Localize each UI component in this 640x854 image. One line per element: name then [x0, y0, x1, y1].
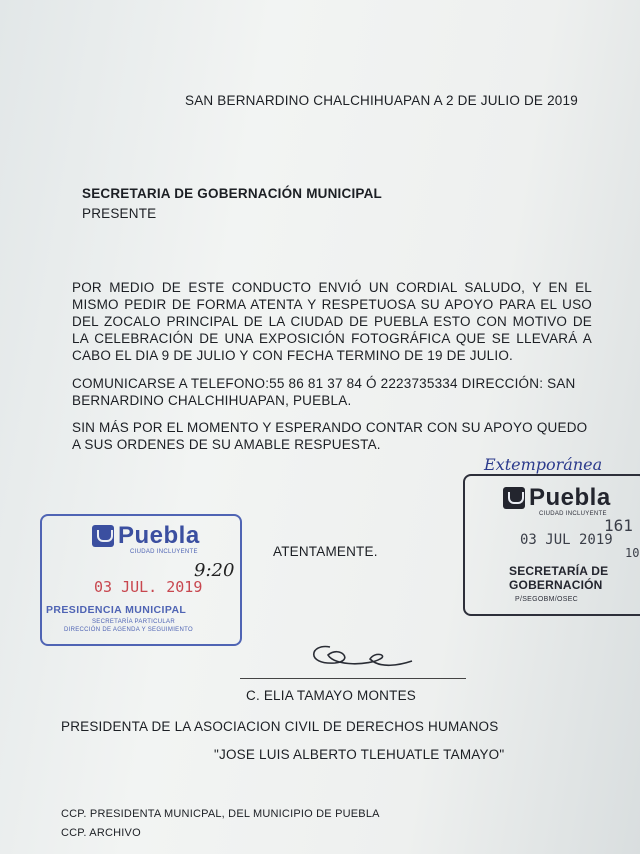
- stamp-right-brand: Puebla: [529, 484, 611, 511]
- paragraph-request: POR MEDIO DE ESTE CONDUCTO ENVIÓ UN CORDIAL SALUDO, Y EN EL MISMO PEDIR DE FORMA ATENTA Y RESPETUOSA SU APOYO PARA EL USO DEL ZOCALO PRINCIPAL DE LA CIUDAD DE PUEBLA ESTO CON MOTIVO DE LA CELEBRACIÓN DE UNA EXPOSICIÓN FOTOGRÁFICA QUE SE LLEVARÁ A CABO EL DIA 9 DE JULIO Y CON FECHA TERMINO DE 19 DE JULIO.: [72, 280, 592, 363]
- salutation: PRESENTE: [82, 206, 157, 221]
- handwritten-annotation: Extemporánea: [484, 455, 603, 474]
- stamp-office: PRESIDENCIA MUNICIPAL: [46, 604, 187, 616]
- ccp-archivo: CCP. ARCHIVO: [61, 827, 141, 839]
- puebla-emblem-icon: [503, 487, 525, 509]
- signature: [300, 625, 420, 675]
- stamp-right-date: 03 JUL 2019: [520, 532, 613, 548]
- handwritten-time: 9:20: [194, 560, 235, 581]
- organization-name: "JOSE LUIS ALBERTO TLEHUATLE TAMAYO": [214, 747, 505, 762]
- stamp-brand: Puebla: [118, 522, 200, 549]
- place-date: SAN BERNARDINO CHALCHIHUAPAN A 2 DE JULIO DE 2019: [185, 93, 578, 108]
- puebla-emblem-icon: [92, 525, 114, 547]
- signer-title: PRESIDENTA DE LA ASOCIACION CIVIL DE DERECHOS HUMANOS: [61, 719, 499, 734]
- puebla-logo: [92, 522, 200, 550]
- stamp-right-code: P/SEGOBM/OSEC: [515, 596, 579, 603]
- stamp-sub1: SECRETARÍA PARTICULAR: [92, 619, 175, 625]
- addressee: SECRETARIA DE GOBERNACIÓN MUNICIPAL: [82, 186, 383, 201]
- stamp-date: 03 JUL. 2019: [94, 578, 203, 596]
- closing: ATENTAMENTE.: [273, 544, 378, 559]
- paragraph-closing: SIN MÁS POR EL MOMENTO Y ESPERANDO CONTAR CON SU APOYO QUEDO A SUS ORDENES DE SU AMABLE RESPUESTA.: [72, 420, 588, 452]
- paragraph-contact: COMUNICARSE A TELEFONO:55 86 81 37 84 Ó 2223735334 DIRECCIÓN: SAN BERNARDINO CHALCHIHUAPAN, PUEBLA.: [72, 376, 576, 408]
- stamp-right-folio: 161: [604, 516, 633, 535]
- signature-line: [240, 678, 466, 679]
- stamp-sub2: DIRECCIÓN DE AGENDA Y SEGUIMIENTO: [64, 627, 193, 633]
- stamp-motto: CIUDAD INCLUYENTE: [130, 549, 198, 555]
- stamp-right-office2: GOBERNACIÓN: [509, 578, 603, 592]
- stamp-right-time: 10: [625, 546, 640, 560]
- stamp-right-office1: SECRETARÍA DE: [509, 564, 609, 578]
- stamp-right-motto: CIUDAD INCLUYENTE: [539, 511, 607, 517]
- ccp-presidenta: CCP. PRESIDENTA MUNICPAL, DEL MUNICIPIO DE PUEBLA: [61, 808, 380, 820]
- stamp-gobernacion: [463, 474, 640, 616]
- puebla-logo-right: [503, 484, 611, 512]
- signer-name: C. ELIA TAMAYO MONTES: [246, 688, 416, 703]
